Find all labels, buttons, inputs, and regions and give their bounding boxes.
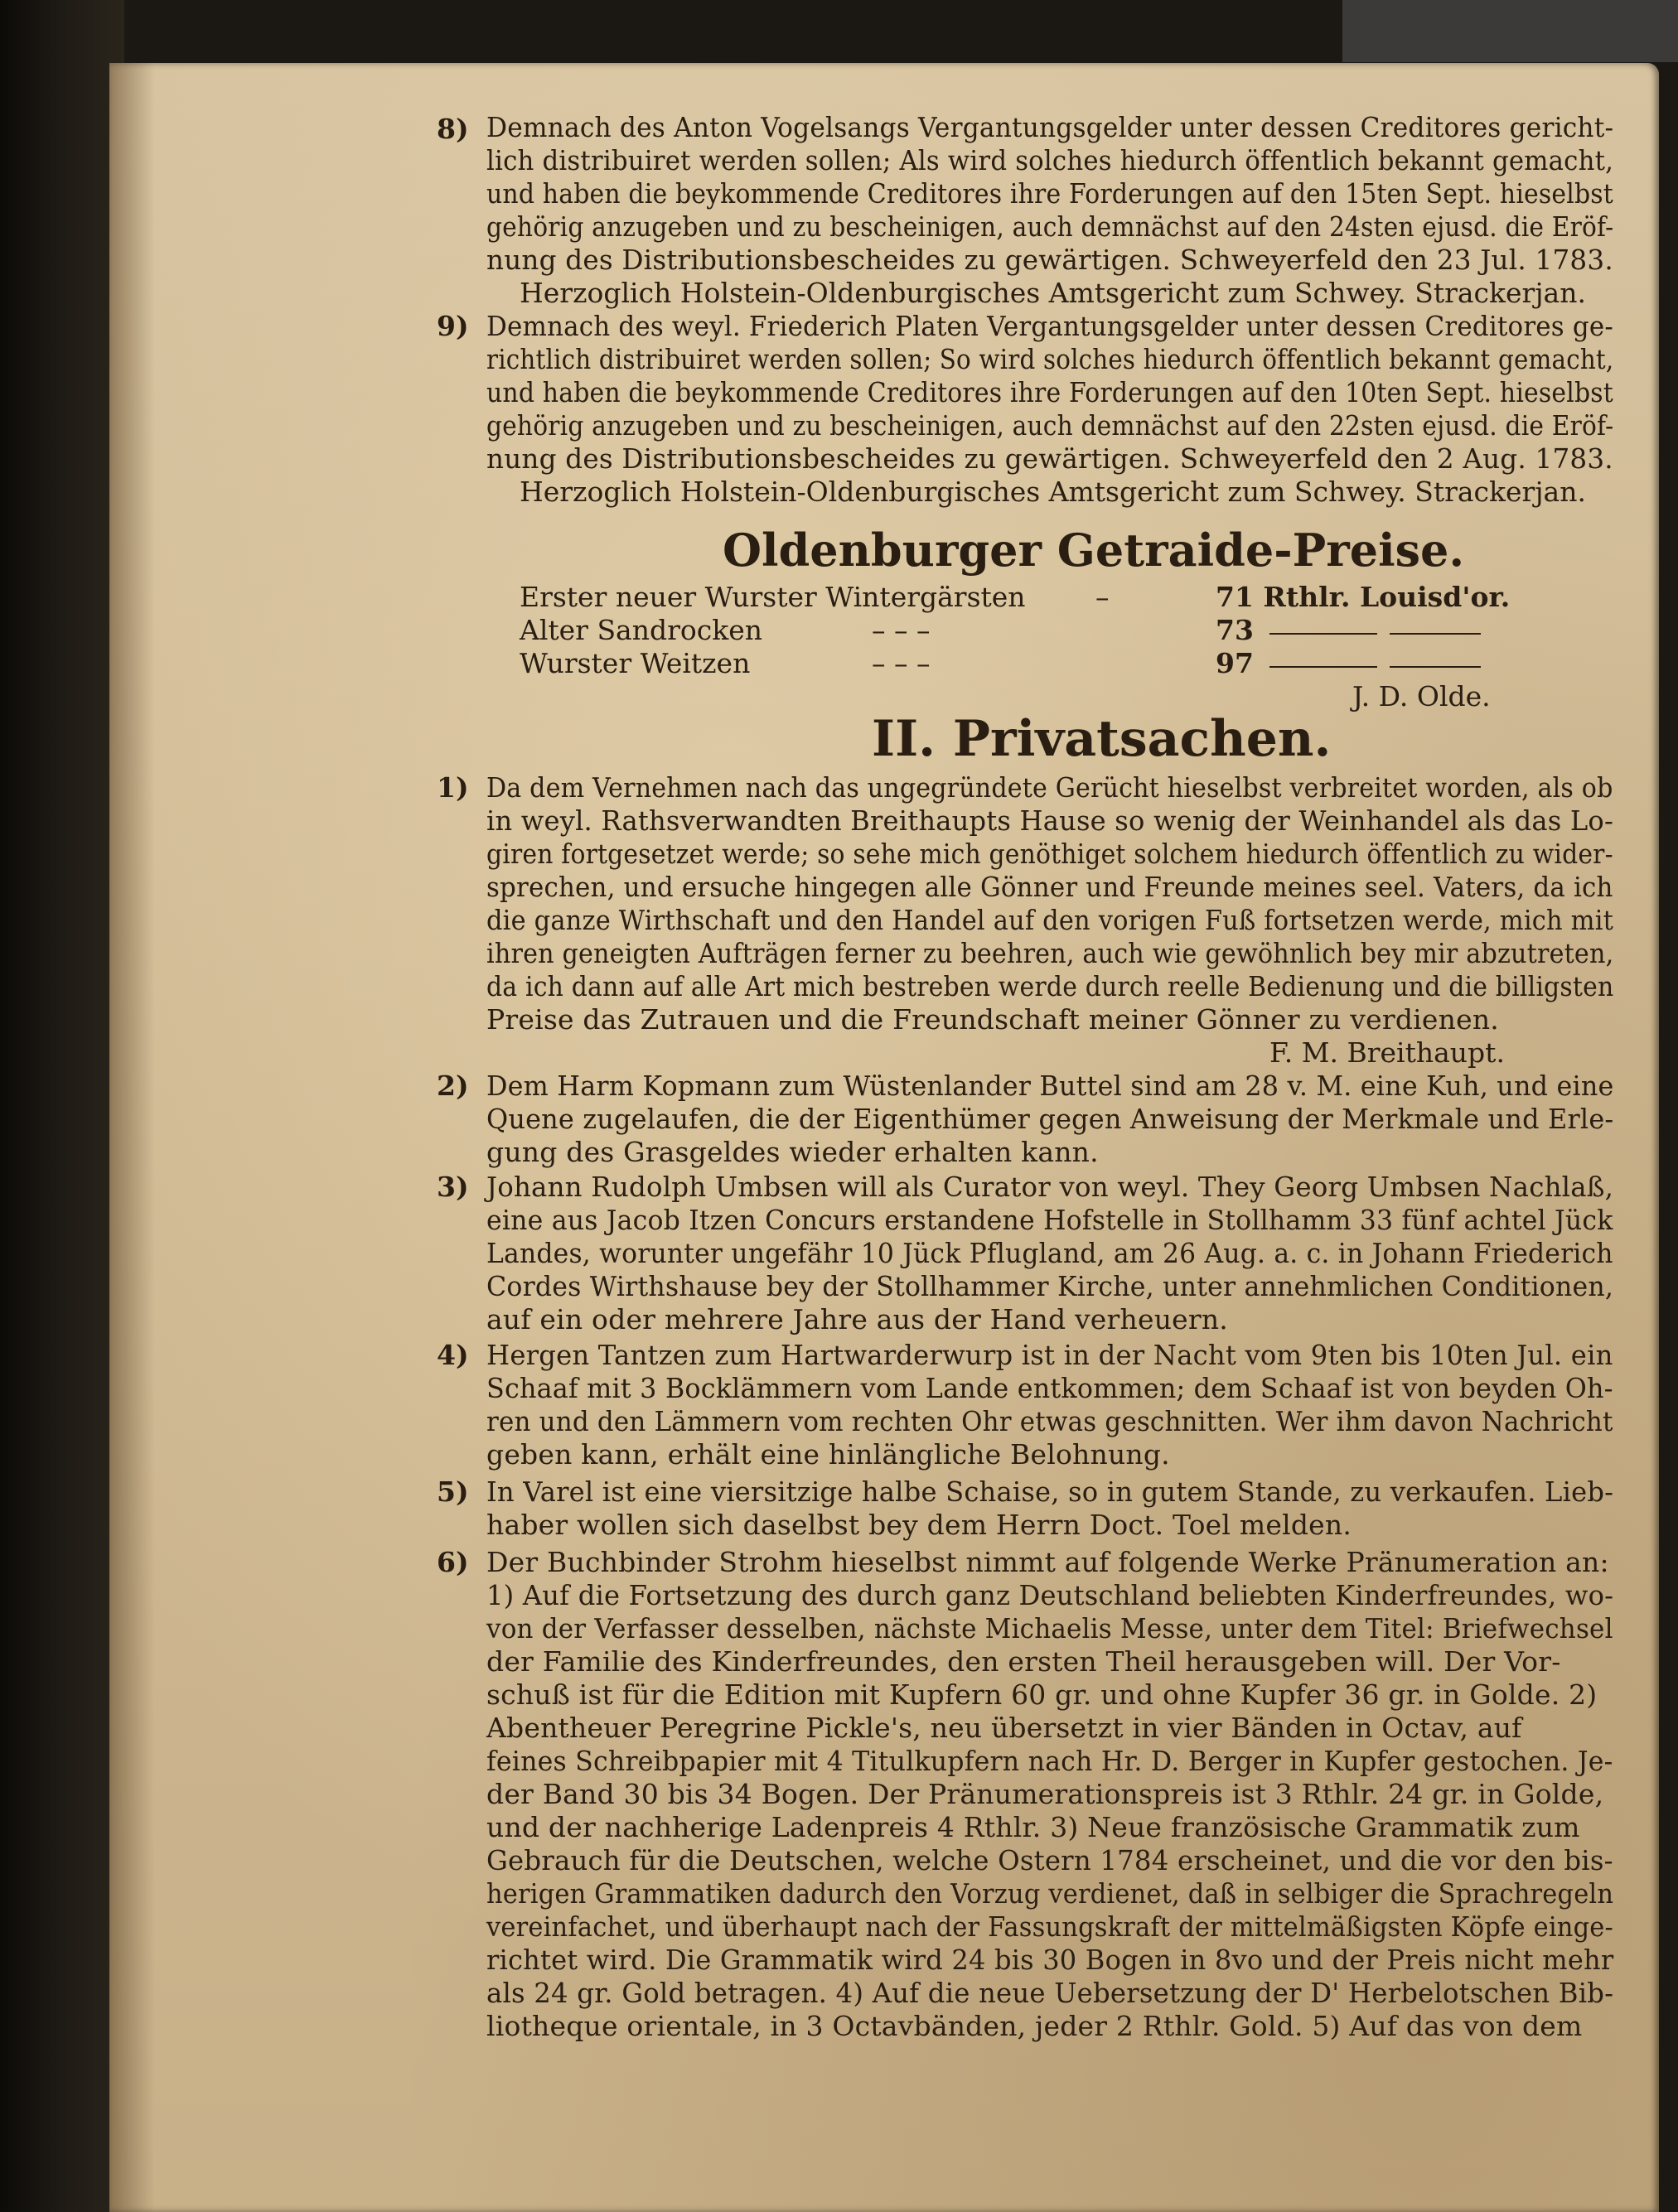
notice-line: von der Verfasser desselben, nächste Michaelis Messe, unter dem Titel: Briefwechsel [486, 1612, 1613, 1645]
newspaper-page [109, 63, 1659, 2212]
prices-signature: J. D. Olde. [1352, 680, 1491, 712]
book-gutter [0, 0, 124, 2212]
price-item: Alter Sandrocken [520, 614, 763, 646]
price-item: Erster neuer Wurster Wintergärsten [520, 581, 1026, 613]
notice-line: da ich dann auf alle Art mich bestreben werde durch reelle Bedienung und die billigsten [486, 970, 1614, 1002]
notice-line: vereinfachet, und überhaupt nach der Fassungskraft der mittelmäßigsten Köpfe einge- [486, 1910, 1614, 1943]
notice-line: gung des Grasgeldes wieder erhalten kann. [486, 1136, 1099, 1168]
price-value: 71 Rthlr. Louisd'or. [1216, 581, 1511, 613]
notice-line: haber wollen sich daselbst bey dem Herrn Doct. Toel melden. [486, 1509, 1352, 1541]
section-title: II. Privatsachen. [872, 710, 1332, 768]
notice-line: Dem Harm Kopmann zum Wüstenlander Buttel sind am 28 v. M. eine Kuh, und eine [486, 1070, 1614, 1102]
notice-line: Abentheuer Peregrine Pickle's, neu übersetzt in vier Bänden in Octav, auf [486, 1712, 1522, 1744]
notice-line: ihren geneigten Aufträgen ferner zu beehren, auch wie gewöhnlich bey mir abzutreten, [486, 937, 1614, 969]
prices-title: Oldenburger Getraide-Preise. [723, 524, 1465, 577]
notice-line: Demnach des weyl. Friederich Platen Vergantungsgelder unter dessen Creditores ge- [486, 310, 1613, 342]
notice-line: feines Schreibpapier mit 4 Titulkupfern nach Hr. D. Berger in Kupfer gestochen. Je- [486, 1745, 1613, 1777]
notice-line: und der nachherige Ladenpreis 4 Rthlr. 3) Neue französische Grammatik zum [486, 1811, 1580, 1843]
notice-line: und haben die beykommende Creditores ihre Forderungen auf den 10ten Sept. hieselbst [486, 376, 1613, 408]
notice-number: 9) [437, 310, 469, 342]
price-dash: – – – [872, 647, 931, 679]
notice-line: Schaaf mit 3 Bocklämmern vom Lande entkommen; dem Schaaf ist von beyden Oh- [486, 1372, 1613, 1404]
notice-line: Preise das Zutrauen und die Freundschaft meiner Gönner zu verdienen. [486, 1003, 1499, 1036]
ditto-rule [1269, 633, 1377, 635]
notice-line: Johann Rudolph Umbsen will als Curator von weyl. They Georg Umbsen Nachlaß, [486, 1171, 1614, 1203]
ditto-rule [1390, 666, 1481, 668]
notice-line: nung des Distributionsbescheides zu gewärtigen. Schweyerfeld den 2 Aug. 1783. [486, 442, 1613, 475]
notice-line: lich distribuiret werden sollen; Als wird solches hiedurch öffentlich bekannt gemacht, [486, 144, 1614, 176]
notice-line: die ganze Wirthschaft und den Handel auf den vorigen Fuß fortsetzen werde, mich mit [486, 904, 1614, 936]
notice-line: schuß ist für die Edition mit Kupfern 60 gr. und ohne Kupfer 36 gr. in Golde. 2) [486, 1678, 1598, 1711]
notice-line: sprechen, und ersuche hingegen alle Gönner und Freunde meines seel. Vaters, da ich [486, 871, 1613, 903]
notice-line: Quene zugelaufen, die der Eigenthümer gegen Anweisung der Merkmale und Erle- [486, 1103, 1614, 1135]
notice-line: giren fortgesetzet werde; so sehe mich genöthiget solchem hiedurch öffentlich zu wider- [486, 838, 1613, 870]
notice-line: Der Buchbinder Strohm hieselbst nimmt auf folgende Werke Pränumeration an: [486, 1546, 1609, 1578]
notice-line: 1) Auf die Fortsetzung des durch ganz Deutschland beliebten Kinderfreundes, wo- [486, 1579, 1614, 1611]
notice-number: 5) [437, 1475, 469, 1508]
notice-line: in weyl. Rathsverwandten Breithaupts Hause so wenig der Weinhandel als das Lo- [486, 804, 1614, 837]
notice-line: herigen Grammatiken dadurch den Vorzug verdienet, daß in selbiger die Sprachregeln [486, 1877, 1614, 1910]
price-value: 73 [1216, 614, 1254, 646]
price-value: 97 [1216, 647, 1254, 679]
ditto-rule [1390, 633, 1481, 635]
notice-line: Landes, worunter ungefähr 10 Jück Pflugland, am 26 Aug. a. c. in Johann Friederich [486, 1237, 1613, 1269]
notice-line: gehörig anzugeben und zu bescheinigen, auch demnächst auf den 24sten ejusd. die Eröf- [486, 210, 1614, 243]
price-item: Wurster Weitzen [520, 647, 751, 679]
notice-line: Gebrauch für die Deutschen, welche Ostern 1784 erscheinet, und die vor den bis- [486, 1844, 1613, 1876]
notice-line: richtet wird. Die Grammatik wird 24 bis 30 Bogen in 8vo und der Preis nicht mehr [486, 1944, 1614, 1976]
notice-number: 3) [437, 1171, 469, 1203]
price-dash: – – – [872, 614, 931, 646]
notice-number: 8) [437, 113, 469, 145]
notice-line: ren und den Lämmern vom rechten Ohr etwas geschnitten. Wer ihm davon Nachricht [486, 1405, 1613, 1437]
notice-number: 1) [437, 771, 469, 804]
notice-line: Cordes Wirthshause bey der Stollhammer Kirche, unter annehmlichen Conditionen, [486, 1270, 1614, 1302]
notice-number: 2) [437, 1070, 469, 1102]
notice-signature: Herzoglich Holstein-Oldenburgisches Amtsgericht zum Schwey. Strackerjan. [520, 476, 1586, 508]
price-dash: – [1095, 581, 1110, 613]
ditto-rule [1269, 666, 1377, 668]
notice-line: richtlich distribuiret werden sollen; So wird solches hiedurch öffentlich bekannt gemacht, [486, 343, 1614, 375]
notice-line: geben kann, erhält eine hinlängliche Belohnung. [486, 1438, 1170, 1471]
notice-signature: Herzoglich Holstein-Oldenburgisches Amtsgericht zum Schwey. Strackerjan. [520, 277, 1586, 309]
notice-line: und haben die beykommende Creditores ihre Forderungen auf den 15ten Sept. hieselbst [486, 177, 1613, 210]
notice-line: als 24 gr. Gold betragen. 4) Auf die neue Uebersetzung der D' Herbelotschen Bib- [486, 1977, 1614, 2009]
notice-number: 6) [437, 1546, 469, 1578]
notice-line: eine aus Jacob Itzen Concurs erstandene Hofstelle in Stollhamm 33 fünf achtel Jück [486, 1204, 1613, 1236]
notice-line: gehörig anzugeben und zu bescheinigen, auch demnächst auf den 22sten ejusd. die Eröf- [486, 409, 1614, 442]
notice-line: der Familie des Kinderfreundes, den ersten Theil herausgeben will. Der Vor- [486, 1645, 1561, 1678]
notice-line: nung des Distributionsbescheides zu gewärtigen. Schweyerfeld den 23 Jul. 1783. [486, 244, 1613, 276]
notice-line: Da dem Vernehmen nach das ungegründete Gerücht hieselbst verbreitet worden, als ob [486, 771, 1613, 804]
notice-line: Hergen Tantzen zum Hartwarderwurp ist in der Nacht vom 9ten bis 10ten Jul. ein [486, 1339, 1613, 1371]
notice-signature: F. M. Breithaupt. [1269, 1036, 1505, 1069]
notice-line: auf ein oder mehrere Jahre aus der Hand verheuern. [486, 1303, 1228, 1335]
notice-line: In Varel ist eine viersitzige halbe Schaise, so in gutem Stande, zu verkaufen. Lieb- [486, 1475, 1614, 1508]
scanner-background [1342, 0, 1678, 62]
notice-number: 4) [437, 1339, 469, 1371]
notice-line: liotheque orientale, in 3 Octavbänden, jeder 2 Rthlr. Gold. 5) Auf das von dem [486, 2010, 1583, 2042]
notice-line: der Band 30 bis 34 Bogen. Der Pränumerationspreis ist 3 Rthlr. 24 gr. in Golde, [486, 1778, 1604, 1810]
notice-line: Demnach des Anton Vogelsangs Vergantungsgelder unter dessen Creditores gericht- [486, 111, 1614, 143]
